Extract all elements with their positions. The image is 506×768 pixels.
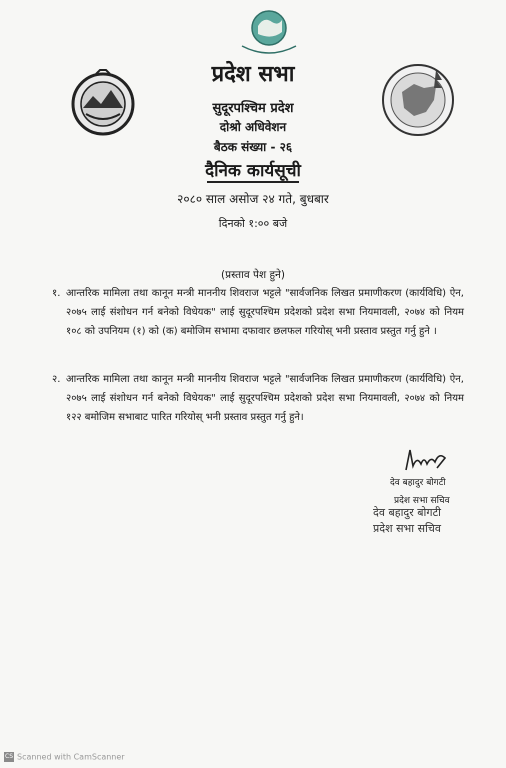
scanner-label: Scanned with CamScanner xyxy=(17,752,125,762)
agenda-item-number: १. xyxy=(52,288,61,299)
meeting-time: दिनको १:०० बजे xyxy=(218,217,288,230)
stamp-title: प्रदेश सभा सचिव xyxy=(373,522,441,535)
handwritten-signature-icon xyxy=(400,442,450,476)
meeting-date: २०८० साल असोज २४ गते, बुधबार xyxy=(177,192,329,206)
agenda-item xyxy=(52,284,464,341)
agenda-item-text: आन्तरिक मामिला तथा कानून मन्त्री माननीय शिवराज भट्टले "सार्वजनिक लिखत प्रमाणीकरण (कार्यविधि) ऐन, २०७५ लाई संशोधन गर्न बनेको विधेयक" लाई सुदूरपश्चिम प्रदेशको प्रदेश सभा नियमावली, २०७४ को नियम १२२ बमोजिम सभाबाट पारित गरियोस् भनी प्रस्ताव प्रस्तुत गर्नु हुने। xyxy=(66,374,464,423)
agenda-item-number: २. xyxy=(52,374,61,385)
title-underline xyxy=(207,181,299,183)
section-title: (प्रस्ताव पेश हुने) xyxy=(221,269,285,281)
signatory-name: देव बहादुर बोगटी xyxy=(390,478,446,488)
agenda-item xyxy=(52,370,464,427)
document-title: दैनिक कार्यसूची xyxy=(205,161,301,181)
assembly-emblem-icon xyxy=(236,8,302,58)
meeting-number: बैठक संख्या - २६ xyxy=(213,140,293,154)
scanner-watermark xyxy=(4,752,125,762)
signatory-title: प्रदेश सभा सचिव xyxy=(394,496,450,506)
camscanner-icon: CS xyxy=(5,753,13,760)
stamp-name: देव बहादुर बोगटी xyxy=(373,506,441,519)
province-name: सुदूरपश्चिम प्रदेश xyxy=(212,101,294,116)
assembly-name: प्रदेश सभा xyxy=(211,62,295,87)
agenda-item-text: आन्तरिक मामिला तथा कानून मन्त्री माननीय शिवराज भट्टले "सार्वजनिक लिखत प्रमाणीकरण (कार्यविधि) ऐन, २०७५ लाई संशोधन गर्न बनेको विधेयक" लाई सुदूरपश्चिम प्रदेशको प्रदेश सभा नियमावली, २०७४ को नियम १०८ को उपनियम (१) को (क) बमोजिम सभामा दफावार छलफल गरियोस् भनी प्रस्ताव प्रस्तुत गर्नु हुने । xyxy=(66,288,464,337)
session-label: दोश्रो अधिवेशन xyxy=(219,120,287,134)
